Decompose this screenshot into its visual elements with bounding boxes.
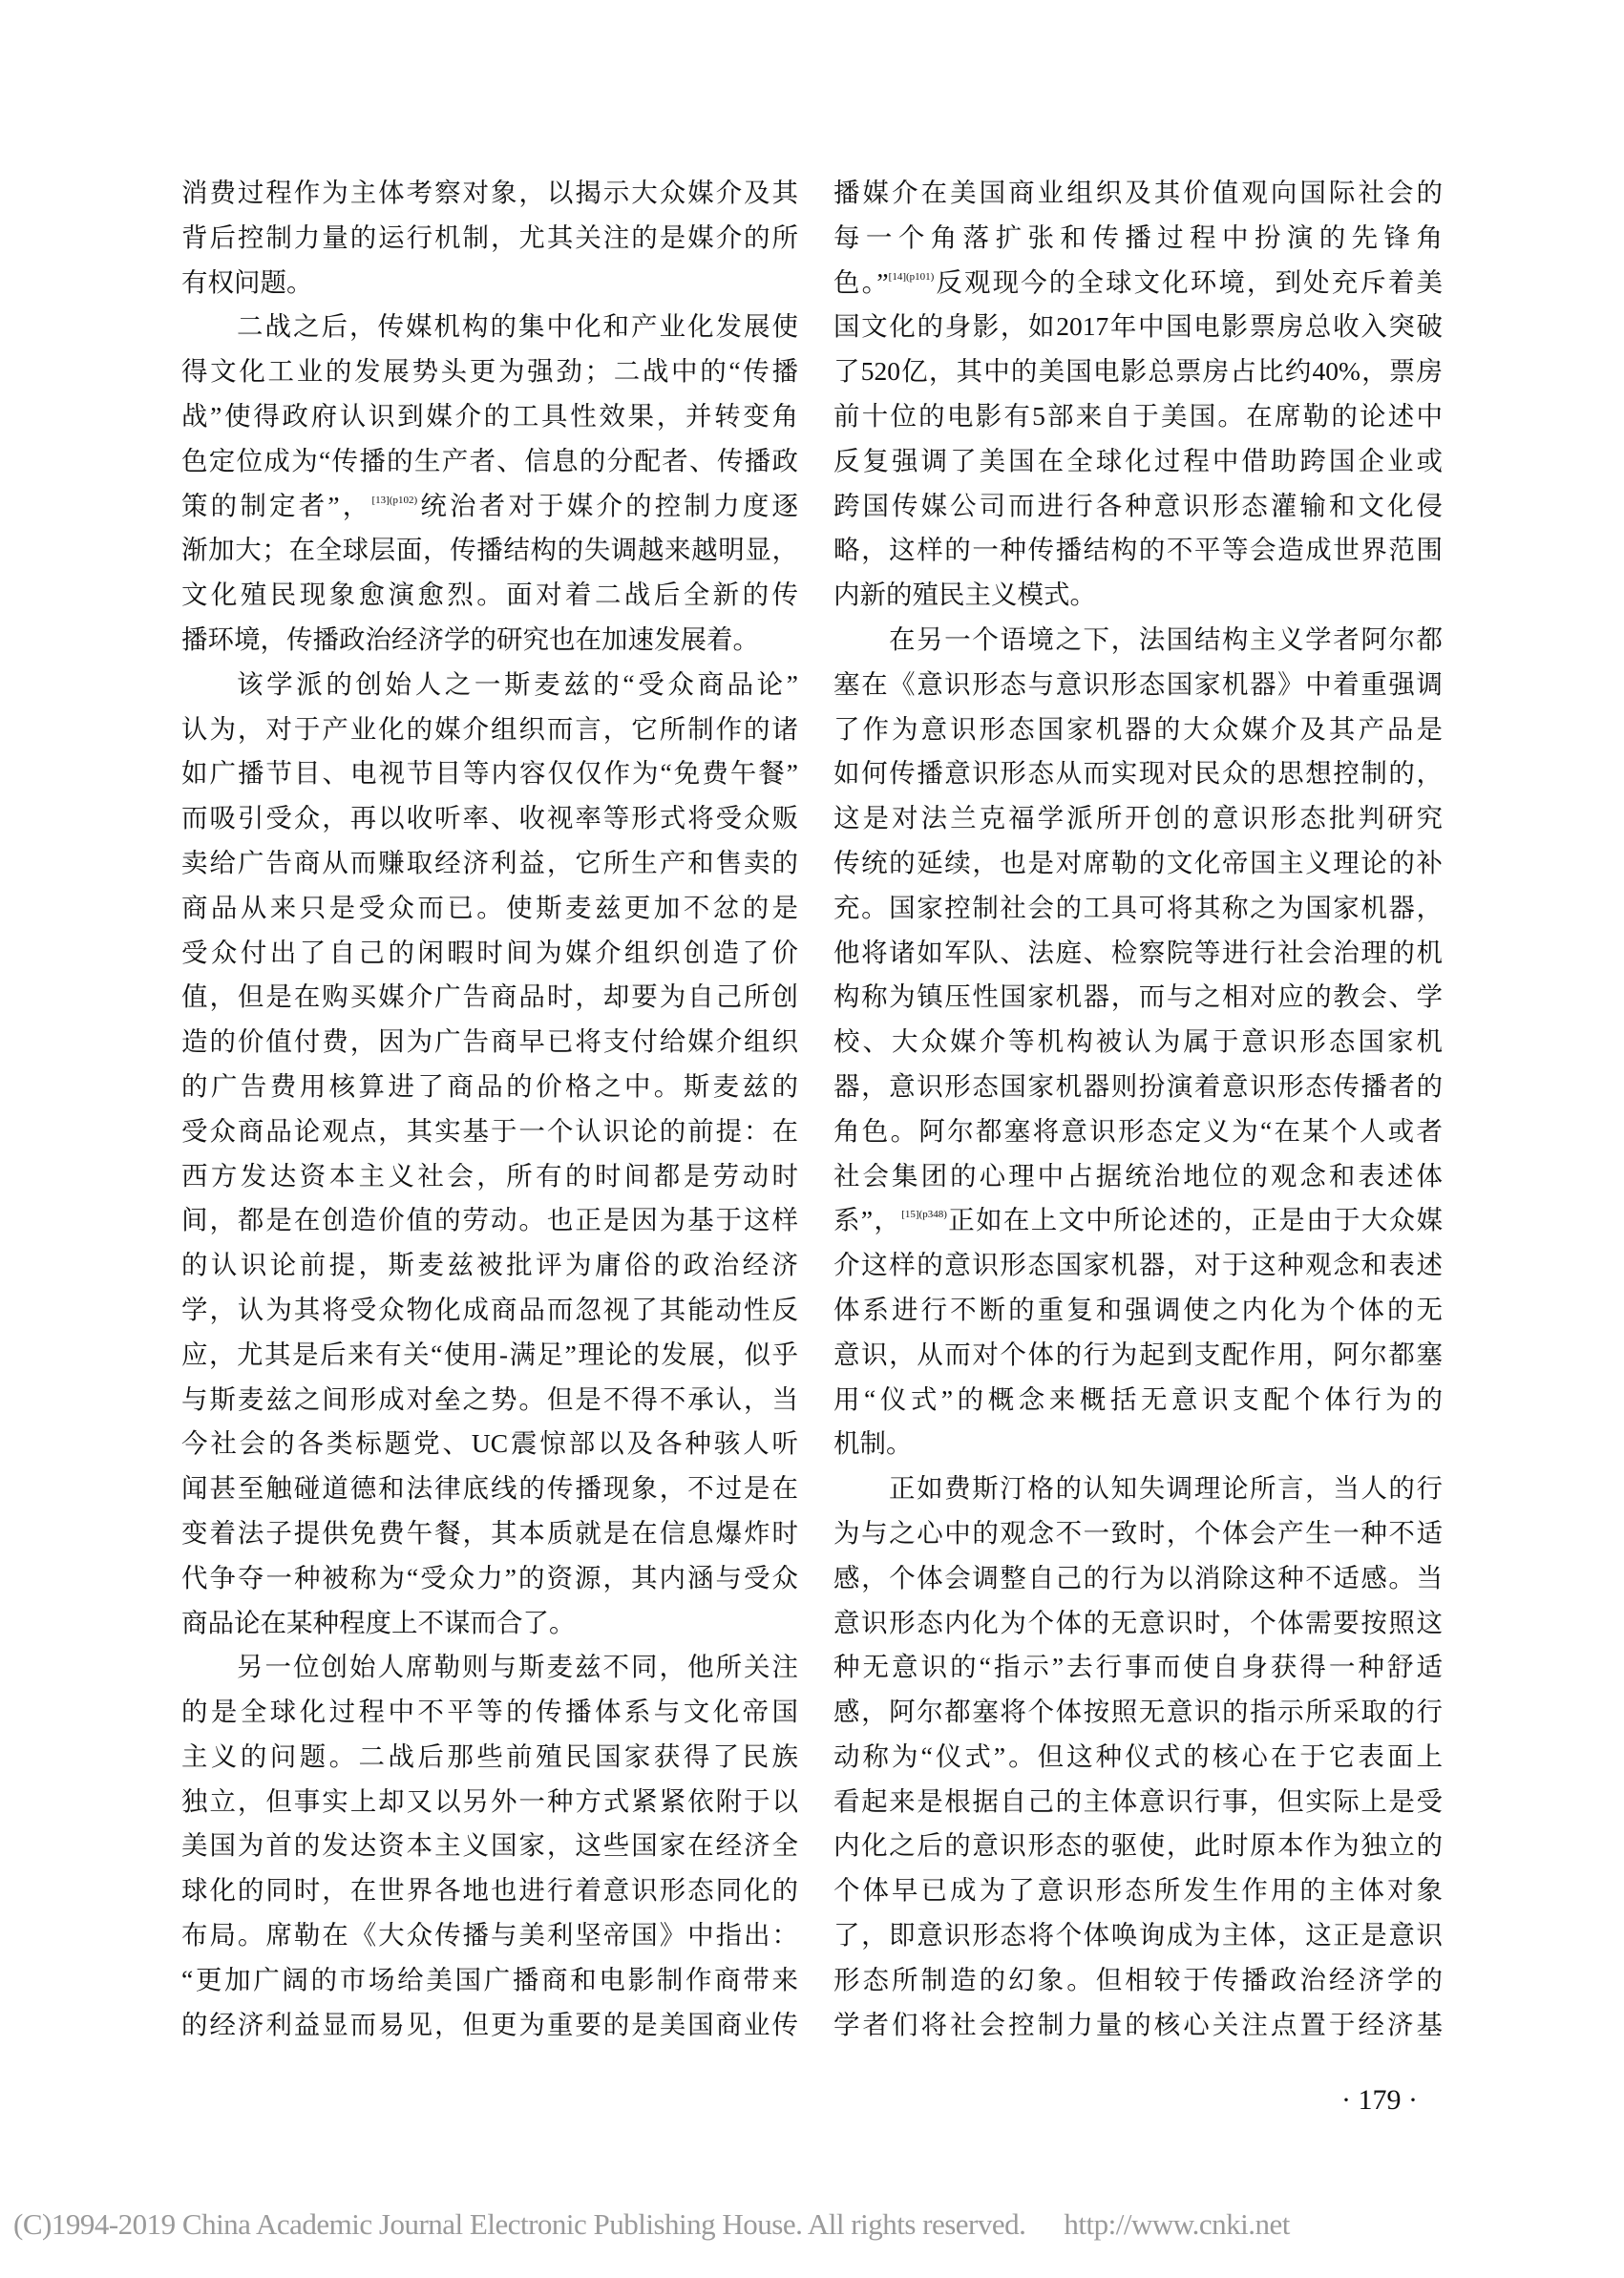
text-line xyxy=(833,484,1443,529)
text-line xyxy=(181,1288,798,1333)
paragraph xyxy=(181,171,798,305)
text-line xyxy=(181,707,798,752)
text-line xyxy=(181,261,798,306)
line-text: 充。国家控制社会的工具可将其称之为国家机器， xyxy=(833,892,1443,922)
line-text: 校、大众媒介等机构被认为属于意识形态国家机 xyxy=(833,1026,1443,1057)
line-text: 值，但是在购买媒介广告商品时，却要为自己所创 xyxy=(181,981,798,1012)
text-line xyxy=(833,931,1443,976)
text-line xyxy=(833,528,1443,573)
line-text: 代争夺一种被称为“受众力”的资源，其内涵与受众 xyxy=(181,1562,798,1592)
line-text: 卖给广告商从而赚取经济利益，它所生产和售卖的 xyxy=(181,847,798,877)
text-line xyxy=(833,305,1443,349)
text-line xyxy=(181,394,798,439)
line-text: 机制。 xyxy=(833,1428,913,1459)
line-text: 色。” xyxy=(833,266,889,297)
line-text: 西方发达资本主义社会，所有的时间都是劳动时 xyxy=(181,1160,798,1191)
text-line xyxy=(181,439,798,484)
citation-superscript: [14](p101) xyxy=(888,270,935,283)
line-text: 渐加大；在全球层面，传播结构的失调越来越明显， xyxy=(181,535,798,565)
text-line xyxy=(833,216,1443,261)
text-line xyxy=(181,1109,798,1154)
text-line xyxy=(181,528,798,573)
text-line xyxy=(181,171,798,216)
line-text: 另一位创始人席勒则与斯麦兹不同，他所关注 xyxy=(237,1652,798,1682)
line-text: 反观现今的全球文化环境，到处充斥着美 xyxy=(934,266,1443,297)
text-line xyxy=(181,1422,798,1466)
line-text: 为与之心中的观念不一致时，个体会产生一种不适 xyxy=(833,1517,1443,1548)
line-text: 播媒介在美国商业组织及其价值观向国际社会的 xyxy=(833,178,1443,207)
text-line xyxy=(833,1020,1443,1065)
line-text: 这是对法兰克福学派所开创的意识形态批判研究 xyxy=(833,803,1443,833)
line-text: 正如在上文中所论述的，正是由于大众媒 xyxy=(946,1205,1443,1235)
text-line xyxy=(833,1601,1443,1646)
text-line xyxy=(181,886,798,931)
line-text: 塞在《意识形态与意识形态国家机器》中着重强调 xyxy=(833,668,1443,699)
text-line xyxy=(833,1065,1443,1109)
line-text: 受众付出了自己的闲暇时间为媒介组织创造了价 xyxy=(181,937,798,967)
paragraph xyxy=(181,663,798,1646)
line-text: 正如费斯汀格的认知失调理论所言，当人的行 xyxy=(889,1473,1443,1504)
text-line xyxy=(833,886,1443,931)
line-text: 与斯麦兹之间形成对垒之势。但是不得不承认，当 xyxy=(181,1383,798,1414)
line-text: 的广告费用核算进了商品的价格之中。斯麦兹的 xyxy=(181,1070,798,1101)
paragraph xyxy=(181,305,798,662)
text-line xyxy=(833,707,1443,752)
line-text: 反复强调了美国在全球化过程中借助跨国企业或 xyxy=(833,445,1443,475)
line-text: 介这样的意识形态国家机器，对于这种观念和表述 xyxy=(833,1250,1443,1280)
text-line xyxy=(181,1913,798,1958)
left-column xyxy=(181,171,798,2047)
line-text: 如广播节目、电视节目等内容仅仅作为“免费午餐” xyxy=(181,758,798,789)
line-text: 社会集团的心理中占据统治地位的观念和表述体 xyxy=(833,1160,1443,1191)
line-text: 感，阿尔都塞将个体按照无意识的指示所采取的行 xyxy=(833,1697,1443,1727)
line-text: 应，尤其是后来有关“使用-满足”理论的发展，似乎 xyxy=(181,1339,798,1369)
text-line xyxy=(833,1466,1443,1511)
text-line xyxy=(833,573,1443,618)
line-text: 受众商品论观点，其实基于一个认识论的前提：在 xyxy=(181,1115,798,1146)
line-text: 在另一个语境之下，法国结构主义学者阿尔都 xyxy=(889,623,1443,654)
text-line xyxy=(181,975,798,1020)
line-text: 该学派的创始人之一斯麦兹的“受众商品论” xyxy=(237,668,798,699)
line-text: 主义的问题。二战后那些前殖民国家获得了民族 xyxy=(181,1740,798,1771)
line-text: 每一个角落扩张和传播过程中扮演的先锋角 xyxy=(833,221,1443,252)
text-line xyxy=(833,2003,1443,2048)
citation-superscript: [13](p102) xyxy=(371,494,418,506)
line-text: 他将诸如军队、法庭、检察院等进行社会治理的机 xyxy=(833,937,1443,967)
line-text: 形态所制造的幻象。但相较于传播政治经济学的 xyxy=(833,1964,1443,1994)
text-line xyxy=(833,1824,1443,1868)
line-text: 独立，但事实上却又以另外一种方式紧紧依附于以 xyxy=(181,1785,798,1816)
text-line xyxy=(833,751,1443,796)
line-text: 感，个体会调整自己的行为以消除这种不适感。当 xyxy=(833,1562,1443,1592)
text-line xyxy=(181,1198,798,1243)
line-text: 变着法子提供免费午餐，其本质就是在信息爆炸时 xyxy=(181,1517,798,1548)
text-line xyxy=(181,349,798,394)
text-line xyxy=(833,439,1443,484)
text-line xyxy=(833,349,1443,394)
text-line xyxy=(833,1645,1443,1690)
text-line xyxy=(833,1422,1443,1466)
line-text: 的经济利益显而易见，但更为重要的是美国商业传 xyxy=(181,2009,798,2039)
line-text: 意识，从而对个体的行为起到支配作用，阿尔都塞 xyxy=(833,1339,1443,1369)
text-line xyxy=(833,975,1443,1020)
text-line xyxy=(181,1645,798,1690)
line-text: 二战之后，传媒机构的集中化和产业化发展使 xyxy=(237,311,798,342)
text-line xyxy=(833,261,1443,306)
text-line xyxy=(181,1780,798,1825)
line-text: 了作为意识形态国家机器的大众媒介及其产品是 xyxy=(833,713,1443,744)
text-line xyxy=(181,1065,798,1109)
line-text: 了，即意识形态将个体唤询成为主体，这正是意识 xyxy=(833,1920,1443,1951)
line-text: 文化殖民现象愈演愈烈。面对着二战后全新的传 xyxy=(181,580,798,610)
page-number: · 179 · xyxy=(1341,2084,1418,2116)
text-line xyxy=(181,618,798,663)
line-text: 背后控制力量的运行机制，尤其关注的是媒介的所 xyxy=(181,221,798,252)
footer-url: http://www.cnki.net xyxy=(1064,2207,1290,2241)
text-line xyxy=(181,1020,798,1065)
line-text: 播环境，传播政治经济学的研究也在加速发展着。 xyxy=(181,623,759,654)
footer xyxy=(13,2205,1290,2244)
line-text: 跨国传媒公司而进行各种意识形态灌输和文化侵 xyxy=(833,490,1443,520)
text-line xyxy=(833,394,1443,439)
line-text: 动称为“仪式”。但这种仪式的核心在于它表面上 xyxy=(833,1740,1443,1771)
line-text: 系”， xyxy=(833,1205,902,1235)
line-text: 球化的同时，在世界各地也进行着意识形态同化的 xyxy=(181,1875,798,1906)
line-text: 学，认为其将受众物化成商品而忽视了其能动性反 xyxy=(181,1294,798,1324)
line-text: 看起来是根据自己的主体意识行事，但实际上是受 xyxy=(833,1785,1443,1816)
text-line xyxy=(833,1868,1443,1913)
text-line xyxy=(833,1333,1443,1378)
line-text: 今社会的各类标题党、UC震惊部以及各种骇人听 xyxy=(181,1428,798,1459)
text-line xyxy=(181,1466,798,1511)
text-line xyxy=(181,841,798,886)
text-line xyxy=(181,1333,798,1378)
line-text: 器，意识形态国家机器则扮演着意识形态传播者的 xyxy=(833,1070,1443,1101)
text-line xyxy=(833,663,1443,707)
text-line xyxy=(181,1511,798,1556)
text-line xyxy=(833,1958,1443,2003)
text-line xyxy=(833,1913,1443,1958)
text-line xyxy=(181,1868,798,1913)
text-line xyxy=(181,484,798,529)
line-text: 国文化的身影，如2017年中国电影票房总收入突破 xyxy=(833,311,1443,342)
line-text: 得文化工业的发展势头更为强劲；二战中的“传播 xyxy=(181,356,798,387)
text-line xyxy=(833,841,1443,886)
text-line xyxy=(833,1780,1443,1825)
paragraph xyxy=(833,1466,1443,2047)
citation-superscript: [15](p348) xyxy=(901,1209,947,1221)
text-line xyxy=(833,1109,1443,1154)
text-line xyxy=(181,573,798,618)
text-line xyxy=(181,1690,798,1735)
text-line xyxy=(833,1690,1443,1735)
text-line xyxy=(833,1735,1443,1780)
line-text: 个体早已成为了意识形态所发生作用的主体对象 xyxy=(833,1875,1443,1906)
line-text: 意识形态内化为个体的无意识时，个体需要按照这 xyxy=(833,1607,1443,1637)
line-text: 认为，对于产业化的媒介组织而言，它所制作的诸 xyxy=(181,713,798,744)
text-line xyxy=(181,1378,798,1423)
text-line xyxy=(833,1556,1443,1601)
line-text: 消费过程作为主体考察对象，以揭示大众媒介及其 xyxy=(181,178,798,207)
line-text: 了520亿，其中的美国电影总票房占比约40%，票房 xyxy=(833,356,1443,387)
line-text: 布局。席勒在《大众传播与美利坚帝国》中指出： xyxy=(181,1920,798,1951)
text-line xyxy=(181,1243,798,1288)
line-text: 传统的延续，也是对席勒的文化帝国主义理论的补 xyxy=(833,847,1443,877)
paragraph xyxy=(833,618,1443,1466)
line-text: 有权问题。 xyxy=(181,266,313,297)
text-line xyxy=(833,1198,1443,1243)
line-text: 用“仪式”的概念来概括无意识支配个体行为的 xyxy=(833,1383,1443,1414)
text-line xyxy=(833,1288,1443,1333)
text-line xyxy=(833,1243,1443,1288)
line-text: 间，都是在创造价值的劳动。也正是因为基于这样 xyxy=(181,1205,798,1235)
text-line xyxy=(181,1735,798,1780)
text-line xyxy=(833,1154,1443,1199)
line-text: 造的价值付费，因为广告商早已将支付给媒介组织 xyxy=(181,1026,798,1057)
footer-copyright: (C)1994-2019 China Academic Journal Electronic Publishing House. All rights reserved. xyxy=(13,2207,1026,2241)
line-text: 角色。阿尔都塞将意识形态定义为“在某个人或者 xyxy=(833,1115,1443,1146)
line-text: 种无意识的“指示”去行事而使自身获得一种舒适 xyxy=(833,1652,1443,1682)
line-text: “更加广阔的市场给美国广播商和电影制作商带来 xyxy=(181,1964,798,1994)
line-text: 学者们将社会控制力量的核心关注点置于经济基 xyxy=(833,2009,1443,2039)
line-text: 闻甚至触碰道德和法律底线的传播现象，不过是在 xyxy=(181,1473,798,1504)
line-text: 策的制定者”， xyxy=(181,490,372,520)
text-line xyxy=(181,2003,798,2048)
line-text: 内化之后的意识形态的驱使，此时原本作为独立的 xyxy=(833,1830,1443,1861)
line-text: 的是全球化过程中不平等的传播体系与文化帝国 xyxy=(181,1697,798,1727)
text-line xyxy=(181,751,798,796)
text-line xyxy=(833,1378,1443,1423)
text-line xyxy=(181,1958,798,2003)
line-text: 色定位成为“传播的生产者、信息的分配者、传播政 xyxy=(181,445,798,475)
text-line xyxy=(181,216,798,261)
line-text: 战”使得政府认识到媒介的工具性效果，并转变角 xyxy=(181,400,798,431)
text-line xyxy=(833,618,1443,663)
text-line xyxy=(181,305,798,349)
line-text: 而吸引受众，再以收听率、收视率等形式将受众贩 xyxy=(181,803,798,833)
text-line xyxy=(181,931,798,976)
text-line xyxy=(833,1511,1443,1556)
line-text: 体系进行不断的重复和强调使之内化为个体的无 xyxy=(833,1294,1443,1324)
text-line xyxy=(181,796,798,841)
line-text: 美国为首的发达资本主义国家，这些国家在经济全 xyxy=(181,1830,798,1861)
text-line xyxy=(181,1556,798,1601)
line-text: 内新的殖民主义模式。 xyxy=(833,580,1096,610)
line-text: 统治者对于媒介的控制力度逐 xyxy=(417,490,798,520)
paragraph xyxy=(833,171,1443,618)
text-line xyxy=(181,663,798,707)
line-text: 商品论在某种程度上不谋而合了。 xyxy=(181,1607,576,1637)
line-text: 如何传播意识形态从而实现对民众的思想控制的， xyxy=(833,758,1443,789)
text-line xyxy=(833,171,1443,216)
text-line xyxy=(181,1824,798,1868)
line-text: 构称为镇压性国家机器，而与之相对应的教会、学 xyxy=(833,981,1443,1012)
right-column xyxy=(833,171,1443,2047)
text-line xyxy=(833,796,1443,841)
text-line xyxy=(181,1601,798,1646)
line-text: 的认识论前提，斯麦兹被批评为庸俗的政治经济 xyxy=(181,1250,798,1280)
line-text: 略，这样的一种传播结构的不平等会造成世界范围 xyxy=(833,535,1443,565)
paragraph xyxy=(181,1645,798,2047)
line-text: 商品从来只是受众而已。使斯麦兹更加不忿的是 xyxy=(181,892,798,922)
line-text: 前十位的电影有5部来自于美国。在席勒的论述中 xyxy=(833,400,1443,431)
text-line xyxy=(181,1154,798,1199)
